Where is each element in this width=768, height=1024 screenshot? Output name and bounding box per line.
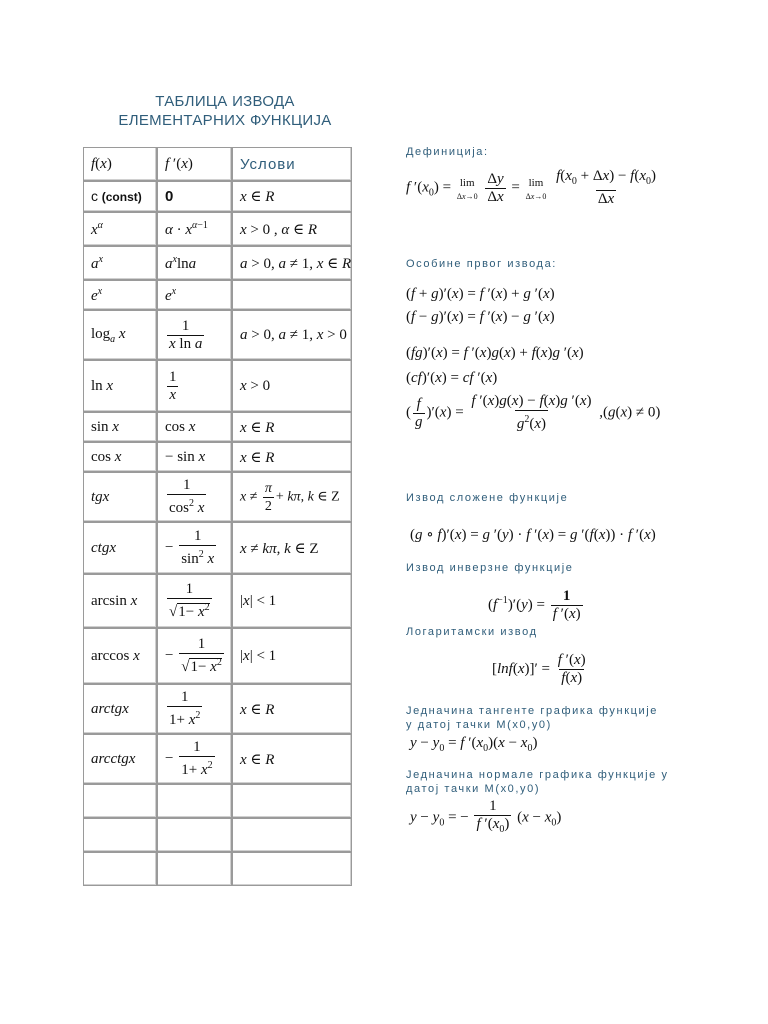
empty-cell [83, 852, 157, 886]
derivatives-table [83, 147, 352, 886]
section-composite: Извод сложене функције [406, 492, 569, 504]
cell-condition: |x| < 1 [232, 628, 352, 684]
title-line-2: ЕЛЕМЕНТАРНИХ ФУНКЦИЈА [118, 112, 332, 129]
formula-normal: $y - y_0$ = − $\frac{1}{f '(x_0)}$ $(x - x_0)$ [410, 798, 561, 838]
formula-difference: (f − g)′(x) = f ′(x) − g ′(x) [406, 309, 555, 325]
cell-derivative: $e^x$ [157, 280, 232, 310]
empty-cell [83, 818, 157, 852]
table-header-row [83, 147, 352, 181]
table-row [83, 360, 352, 412]
table-row [83, 246, 352, 280]
table-row [83, 684, 352, 734]
cell-condition: x ∈ R [232, 181, 352, 212]
section-properties: Особине првог извода: [406, 258, 557, 270]
page-title [84, 92, 366, 130]
formula-constant-multiple: (cf)′(x) = cf ′(x) [406, 370, 498, 386]
section-definition: Дефиниција: [406, 146, 489, 158]
cell-derivative: $\alpha \cdot x^{\alpha-1}$ [157, 212, 232, 246]
empty-cell [232, 784, 352, 818]
cell-derivative: cos x [157, 412, 232, 442]
cell-function: arctgx [83, 684, 157, 734]
formula-sum: (f + g)′(x) = f ′(x) + g ′(x) [406, 286, 555, 302]
table-row [83, 310, 352, 360]
normal-title-line-1: Једначина нормале графика функције у [406, 769, 669, 781]
tangent-title-line-2: у датој тачки M(x0,y0) [406, 719, 552, 731]
table-row [83, 522, 352, 574]
cell-function: arcsin x [83, 574, 157, 628]
section-inverse: Извод инверзне функције [406, 562, 574, 574]
cell-function: arccos x [83, 628, 157, 684]
cell-function: tgx [83, 472, 157, 522]
empty-cell [83, 784, 157, 818]
cell-function: ln x [83, 360, 157, 412]
empty-cell [232, 852, 352, 886]
table-row [83, 412, 352, 442]
cell-function: $\log_a x$ [83, 310, 157, 360]
empty-cell [157, 852, 232, 886]
table-row-empty [83, 818, 352, 852]
normal-title-line-2: датој тачки M(x0,y0) [406, 783, 541, 795]
table-row [83, 734, 352, 784]
header-fpx: f ′(x) [157, 147, 232, 181]
header-conditions: Услови [232, 147, 352, 181]
empty-cell [157, 784, 232, 818]
cell-condition [232, 280, 352, 310]
title-line-1: ТАБЛИЦА ИЗВОДА [155, 93, 295, 110]
formula-quotient: ( $\frac{f}{g}$ )′(x) = $\frac{f '(x)g(x) - f(x)g '(x)}{g^2(x)}$ ,(g(x) ≠ 0) [406, 393, 661, 432]
table-row-empty [83, 852, 352, 886]
empty-cell [157, 818, 232, 852]
cell-derivative: − $\frac{1}{1+ x^2}$ [157, 734, 232, 784]
table-row [83, 442, 352, 472]
cell-condition: x > 0 , α ∈ R [232, 212, 352, 246]
table-row [83, 212, 352, 246]
cell-function: c (const) [83, 181, 157, 212]
cell-function: ctgx [83, 522, 157, 574]
empty-cell [232, 818, 352, 852]
cell-derivative: $\frac{1}{\text{x ln a}}$ [157, 310, 232, 360]
table-row [83, 472, 352, 522]
cell-derivative: $\frac{1}{1+ x^2}$ [157, 684, 232, 734]
cell-derivative: − $\frac{1}{\sin^2 x}$ [157, 522, 232, 574]
table-row [83, 181, 352, 212]
cell-condition: x ≠ kπ, k ∈ Z [232, 522, 352, 574]
cell-function: $e^x$ [83, 280, 157, 310]
formula-inverse: $(f^{-1})'(y)$ = $\frac{1}{f '(x)}$ [488, 588, 581, 622]
cell-derivative: $\frac{1}{\cos^2 x}$ [157, 472, 232, 522]
cell-condition: x > 0 [232, 360, 352, 412]
header-fx: f(x) [83, 147, 157, 181]
cell-condition: x ∈ R [232, 442, 352, 472]
formula-tangent: $y - y_0 = f$ $'(x_0)(x - x_0)$ [410, 735, 538, 754]
cell-function: $x^\alpha$ [83, 212, 157, 246]
cell-condition: |x| < 1 [232, 574, 352, 628]
cell-condition: a > 0, a ≠ 1, x ∈ R [232, 246, 352, 280]
cell-condition: a > 0, a ≠ 1, x > 0 [232, 310, 352, 360]
formula-product: (fg)′(x) = f ′(x)g(x) + f(x)g ′(x) [406, 345, 584, 361]
cell-derivative: $\frac{1}{√1- x^2}$ [157, 574, 232, 628]
tangent-title-line-1: Једначина тангенте графика функције [406, 705, 659, 717]
cell-function: sin x [83, 412, 157, 442]
section-tangent [406, 705, 658, 731]
formula-definition: f $'(x_0)$ = lim Δx→0 $\frac{\Delta y}{\Delta x}$ = lim Δx→0 $\frac{f(x_0 + \Delta x) - f(x_0)}{\Delta x}$ [406, 168, 657, 207]
formula-chain-rule: (g ∘ f)′(x) = g ′(y) · f ′(x) = g ′(f(x)) · f ′(x) [410, 527, 656, 543]
cell-condition: x ∈ R [232, 734, 352, 784]
cell-condition: x ≠ $\frac{\pi}{2}$ + kπ, k ∈ Z [232, 472, 352, 522]
cell-function: cos x [83, 442, 157, 472]
cell-condition: x ∈ R [232, 412, 352, 442]
cell-derivative: $\frac{1}{x}$ [157, 360, 232, 412]
cell-derivative: − $\frac{1}{√1- x^2}$ [157, 628, 232, 684]
cell-derivative: − sin x [157, 442, 232, 472]
table-row [83, 574, 352, 628]
formula-logarithmic: [lnf(x)]′ = $\frac{f '(x)}{f(x)}$ [492, 652, 586, 686]
section-normal [406, 769, 669, 795]
cell-derivative: $a^x\ln a$ [157, 246, 232, 280]
section-logarithmic: Логаритамски извод [406, 626, 538, 638]
cell-derivative: 0 [157, 181, 232, 212]
cell-condition: x ∈ R [232, 684, 352, 734]
table-row [83, 628, 352, 684]
cell-function: $a^x$ [83, 246, 157, 280]
cell-function: arcctgx [83, 734, 157, 784]
table-row [83, 280, 352, 310]
table-row-empty [83, 784, 352, 818]
